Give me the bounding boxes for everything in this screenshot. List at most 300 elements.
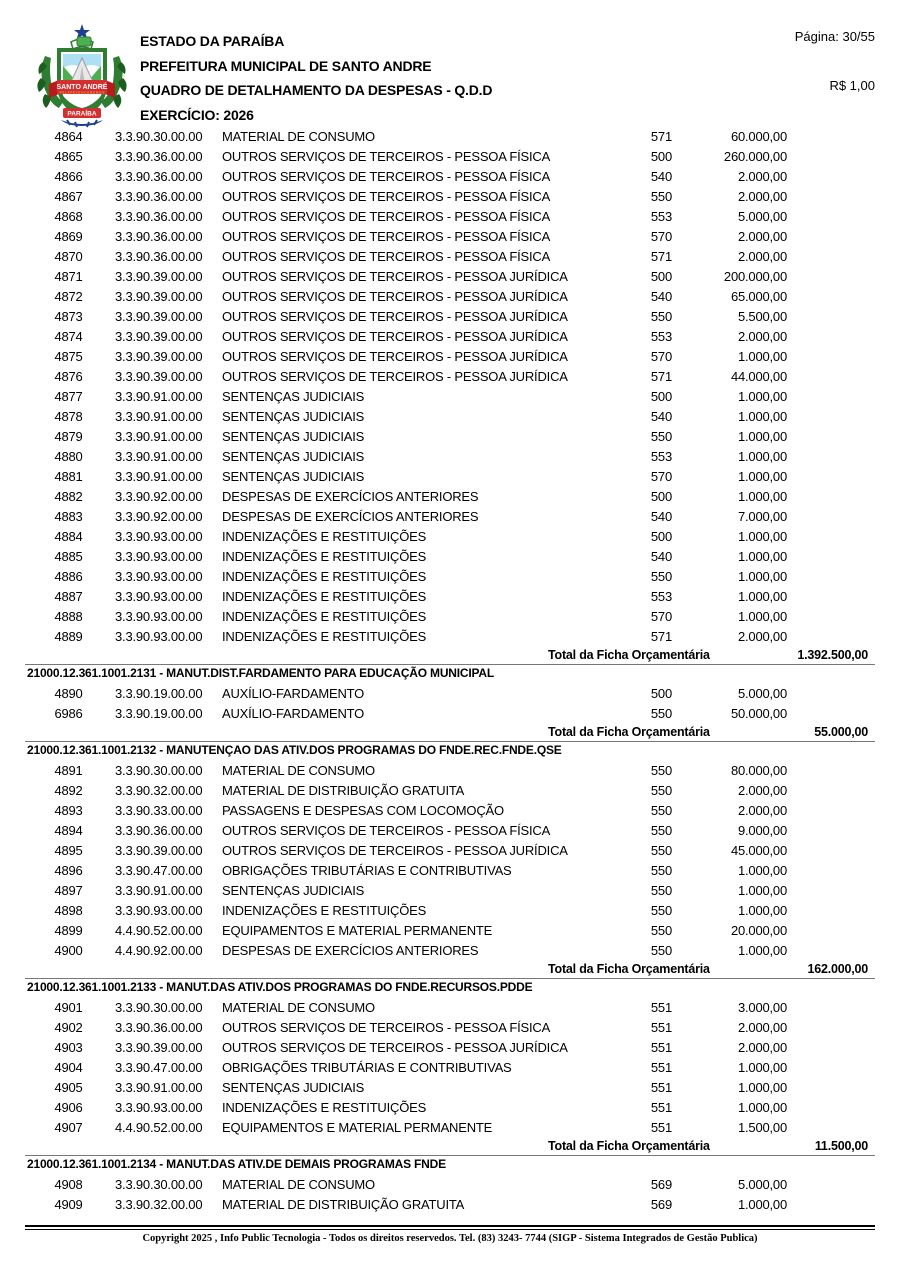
desc-cell: OUTROS SERVIÇOS DE TERCEIROS - PESSOA JURÍDICA [222, 348, 568, 364]
fonte-cell: 551 [650, 1099, 672, 1115]
table-row [25, 1097, 875, 1117]
section-header: 21000.12.361.1001.2133 - MANUT.DAS ATIV.DOS PROGRAMAS DO FNDE.RECURSOS.PDDE [25, 978, 875, 997]
table-row [25, 1077, 875, 1097]
table-row [25, 466, 875, 486]
fonte-cell: 550 [650, 862, 672, 878]
valor-cell: 3.000,00 [737, 999, 787, 1015]
code-cell: 4.4.90.92.00.00 [115, 942, 203, 958]
table-row [25, 506, 875, 526]
valor-cell: 1.000,00 [737, 468, 787, 484]
fonte-cell: 551 [650, 1039, 672, 1055]
code-cell: 3.3.90.47.00.00 [115, 1059, 203, 1075]
valor-cell: 1.000,00 [737, 428, 787, 444]
budget-table [25, 126, 875, 1214]
valor-cell: 5.000,00 [737, 685, 787, 701]
desc-cell: OUTROS SERVIÇOS DE TERCEIROS - PESSOA FÍSICA [222, 1019, 551, 1035]
table-row [25, 940, 875, 960]
code-cell: 3.3.90.93.00.00 [115, 528, 203, 544]
desc-cell: MATERIAL DE CONSUMO [222, 128, 375, 144]
state-name: ESTADO DA PARAÍBA [140, 33, 285, 49]
valor-cell: 2.000,00 [737, 188, 787, 204]
code-cell: 3.3.90.36.00.00 [115, 1019, 203, 1035]
currency-unit: R$ 1,00 [829, 78, 875, 93]
ficha-cell: 4880 [54, 448, 83, 464]
table-row [25, 760, 875, 780]
fonte-cell: 551 [650, 1059, 672, 1075]
table-row [25, 326, 875, 346]
table-row [25, 820, 875, 840]
report-title: QUADRO DE DETALHAMENTO DA DESPESAS - Q.D.D [140, 82, 493, 98]
table-row [25, 566, 875, 586]
report-header [140, 29, 492, 127]
code-cell: 3.3.90.91.00.00 [115, 408, 203, 424]
valor-cell: 5.500,00 [737, 308, 787, 324]
fonte-cell: 550 [650, 705, 672, 721]
fonte-cell: 500 [650, 388, 672, 404]
svg-text:SANTO ANDRÉ: SANTO ANDRÉ [56, 84, 108, 91]
ficha-cell: 4868 [54, 208, 83, 224]
code-cell: 3.3.90.39.00.00 [115, 1039, 203, 1055]
valor-cell: 1.000,00 [737, 942, 787, 958]
valor-cell: 1.000,00 [737, 902, 787, 918]
code-cell: 3.3.90.30.00.00 [115, 1176, 203, 1192]
ficha-cell: 4873 [54, 308, 83, 324]
ficha-cell: 6986 [54, 705, 83, 721]
svg-text:PARAÍBA: PARAÍBA [67, 110, 97, 118]
ficha-cell: 4867 [54, 188, 83, 204]
fonte-cell: 540 [650, 168, 672, 184]
total-row [25, 960, 875, 978]
fonte-cell: 550 [650, 922, 672, 938]
ficha-cell: 4883 [54, 508, 83, 524]
fonte-cell: 540 [650, 548, 672, 564]
ficha-cell: 4902 [54, 1019, 83, 1035]
valor-cell: 80.000,00 [730, 762, 787, 778]
desc-cell: SENTENÇAS JUDICIAIS [222, 1079, 365, 1095]
fonte-cell: 553 [650, 588, 672, 604]
desc-cell: SENTENÇAS JUDICIAIS [222, 448, 365, 464]
ficha-cell: 4871 [54, 268, 83, 284]
valor-cell: 1.000,00 [737, 1079, 787, 1095]
table-row [25, 1194, 875, 1214]
fonte-cell: 500 [650, 528, 672, 544]
desc-cell: MATERIAL DE DISTRIBUIÇÃO GRATUITA [222, 1196, 465, 1212]
ficha-cell: 4901 [54, 999, 83, 1015]
desc-cell: OUTROS SERVIÇOS DE TERCEIROS - PESSOA JURÍDICA [222, 1039, 568, 1055]
table-row [25, 900, 875, 920]
valor-cell: 1.000,00 [737, 488, 787, 504]
table-row [25, 406, 875, 426]
ficha-cell: 4877 [54, 388, 83, 404]
code-cell: 3.3.90.36.00.00 [115, 208, 203, 224]
table-row [25, 1174, 875, 1194]
fonte-cell: 570 [650, 468, 672, 484]
valor-cell: 2.000,00 [737, 328, 787, 344]
code-cell: 3.3.90.92.00.00 [115, 508, 203, 524]
fonte-cell: 550 [650, 802, 672, 818]
code-cell: 3.3.90.93.00.00 [115, 548, 203, 564]
valor-cell: 1.000,00 [737, 448, 787, 464]
municipality-name: PREFEITURA MUNICIPAL DE SANTO ANDRE [140, 57, 432, 74]
fonte-cell: 550 [650, 188, 672, 204]
desc-cell: DESPESAS DE EXERCÍCIOS ANTERIORES [222, 488, 479, 504]
table-row [25, 186, 875, 206]
desc-cell: INDENIZAÇÕES E RESTITUIÇÕES [222, 548, 427, 564]
code-cell: 3.3.90.91.00.00 [115, 1079, 203, 1095]
code-cell: 3.3.90.93.00.00 [115, 1099, 203, 1115]
valor-cell: 1.000,00 [737, 408, 787, 424]
ficha-cell: 4887 [54, 588, 83, 604]
table-row [25, 586, 875, 606]
table-row [25, 800, 875, 820]
table-row [25, 546, 875, 566]
code-cell: 3.3.90.19.00.00 [115, 685, 203, 701]
desc-cell: MATERIAL DE CONSUMO [222, 999, 375, 1015]
valor-cell: 1.000,00 [737, 1099, 787, 1115]
ficha-cell: 4885 [54, 548, 83, 564]
ficha-cell: 4891 [54, 762, 83, 778]
desc-cell: SENTENÇAS JUDICIAIS [222, 428, 365, 444]
table-row [25, 426, 875, 446]
ficha-cell: 4881 [54, 468, 83, 484]
code-cell: 3.3.90.93.00.00 [115, 628, 203, 644]
desc-cell: AUXÍLIO-FARDAMENTO [222, 685, 365, 701]
table-row [25, 920, 875, 940]
fonte-cell: 500 [650, 685, 672, 701]
code-cell: 3.3.90.30.00.00 [115, 128, 203, 144]
total-label: Total da Ficha Orçamentária [548, 962, 710, 976]
code-cell: 3.3.90.39.00.00 [115, 308, 203, 324]
ficha-cell: 4898 [54, 902, 83, 918]
valor-cell: 1.000,00 [737, 862, 787, 878]
code-cell: 3.3.90.93.00.00 [115, 588, 203, 604]
ficha-cell: 4907 [54, 1119, 83, 1135]
table-row [25, 366, 875, 386]
valor-cell: 2.000,00 [737, 248, 787, 264]
valor-cell: 1.000,00 [737, 348, 787, 364]
valor-cell: 2.000,00 [737, 228, 787, 244]
fonte-cell: 569 [650, 1176, 672, 1192]
valor-cell: 44.000,00 [730, 368, 787, 384]
valor-cell: 60.000,00 [730, 128, 787, 144]
fonte-cell: 550 [650, 942, 672, 958]
ficha-cell: 4874 [54, 328, 83, 344]
total-label: Total da Ficha Orçamentária [548, 725, 710, 739]
total-value: 162.000,00 [807, 962, 868, 976]
table-row [25, 703, 875, 723]
table-row [25, 1117, 875, 1137]
table-row [25, 1017, 875, 1037]
table-row [25, 266, 875, 286]
total-row [25, 1137, 875, 1155]
desc-cell: INDENIZAÇÕES E RESTITUIÇÕES [222, 1099, 427, 1115]
table-row [25, 286, 875, 306]
valor-cell: 65.000,00 [730, 288, 787, 304]
ficha-cell: 4896 [54, 862, 83, 878]
desc-cell: DESPESAS DE EXERCÍCIOS ANTERIORES [222, 942, 479, 958]
ficha-cell: 4900 [54, 942, 83, 958]
ficha-cell: 4869 [54, 228, 83, 244]
ficha-cell: 4908 [54, 1176, 83, 1192]
copyright-text: Copyright 2025 , Info Public Tecnologia - Todos os direitos reservedos. Tel. (83) 3243- 7744 (SIGP - Sistema Integrados de Gestão Publica) [142, 1233, 758, 1244]
fonte-cell: 551 [650, 1019, 672, 1035]
ficha-cell: 4864 [54, 128, 83, 144]
desc-cell: OUTROS SERVIÇOS DE TERCEIROS - PESSOA FÍSICA [222, 188, 551, 204]
ficha-cell: 4888 [54, 608, 83, 624]
table-row [25, 1057, 875, 1077]
code-cell: 3.3.90.36.00.00 [115, 228, 203, 244]
ficha-cell: 4894 [54, 822, 83, 838]
code-cell: 3.3.90.36.00.00 [115, 248, 203, 264]
total-value: 55.000,00 [814, 725, 868, 739]
desc-cell: OUTROS SERVIÇOS DE TERCEIROS - PESSOA FÍSICA [222, 148, 551, 164]
table-row [25, 446, 875, 466]
ficha-cell: 4893 [54, 802, 83, 818]
fonte-cell: 570 [650, 608, 672, 624]
code-cell: 3.3.90.93.00.00 [115, 568, 203, 584]
desc-cell: DESPESAS DE EXERCÍCIOS ANTERIORES [222, 508, 479, 524]
valor-cell: 1.500,00 [737, 1119, 787, 1135]
valor-cell: 2.000,00 [737, 782, 787, 798]
desc-cell: SENTENÇAS JUDICIAIS [222, 408, 365, 424]
code-cell: 3.3.90.30.00.00 [115, 999, 203, 1015]
table-row [25, 1037, 875, 1057]
ficha-cell: 4897 [54, 882, 83, 898]
desc-cell: PASSAGENS E DESPESAS COM LOCOMOÇÃO [222, 802, 504, 818]
fonte-cell: 551 [650, 1079, 672, 1095]
fonte-cell: 550 [650, 882, 672, 898]
table-row [25, 780, 875, 800]
desc-cell: INDENIZAÇÕES E RESTITUIÇÕES [222, 568, 427, 584]
fonte-cell: 550 [650, 822, 672, 838]
valor-cell: 2.000,00 [737, 802, 787, 818]
valor-cell: 7.000,00 [737, 508, 787, 524]
code-cell: 3.3.90.91.00.00 [115, 448, 203, 464]
code-cell: 3.3.90.39.00.00 [115, 288, 203, 304]
code-cell: 4.4.90.52.00.00 [115, 922, 203, 938]
fonte-cell: 570 [650, 228, 672, 244]
fonte-cell: 570 [650, 348, 672, 364]
table-row [25, 206, 875, 226]
desc-cell: AUXÍLIO-FARDAMENTO [222, 705, 365, 721]
code-cell: 3.3.90.47.00.00 [115, 862, 203, 878]
svg-text:P E L A F É V E N C E R E M: P E L A F É V E N C E R E M O S [59, 90, 105, 95]
valor-cell: 2.000,00 [737, 1019, 787, 1035]
code-cell: 3.3.90.33.00.00 [115, 802, 203, 818]
valor-cell: 1.000,00 [737, 588, 787, 604]
desc-cell: MATERIAL DE CONSUMO [222, 762, 375, 778]
fonte-cell: 500 [650, 488, 672, 504]
valor-cell: 1.000,00 [737, 388, 787, 404]
desc-cell: INDENIZAÇÕES E RESTITUIÇÕES [222, 608, 427, 624]
header-right [795, 29, 875, 94]
ficha-cell: 4872 [54, 288, 83, 304]
valor-cell: 1.000,00 [737, 528, 787, 544]
ficha-cell: 4904 [54, 1059, 83, 1075]
valor-cell: 45.000,00 [730, 842, 787, 858]
code-cell: 3.3.90.36.00.00 [115, 822, 203, 838]
fonte-cell: 571 [650, 248, 672, 264]
ficha-cell: 4886 [54, 568, 83, 584]
fonte-cell: 540 [650, 508, 672, 524]
valor-cell: 5.000,00 [737, 1176, 787, 1192]
fonte-cell: 550 [650, 782, 672, 798]
total-row [25, 723, 875, 741]
code-cell: 3.3.90.91.00.00 [115, 468, 203, 484]
santo-andre-coat-of-arms [33, 22, 131, 128]
table-row [25, 840, 875, 860]
desc-cell: INDENIZAÇÕES E RESTITUIÇÕES [222, 588, 427, 604]
fonte-cell: 500 [650, 148, 672, 164]
code-cell: 3.3.90.39.00.00 [115, 268, 203, 284]
fonte-cell: 551 [650, 1119, 672, 1135]
valor-cell: 1.000,00 [737, 608, 787, 624]
ficha-cell: 4909 [54, 1196, 83, 1212]
total-value: 11.500,00 [814, 1139, 868, 1153]
ficha-cell: 4875 [54, 348, 83, 364]
fonte-cell: 550 [650, 428, 672, 444]
table-row [25, 226, 875, 246]
valor-cell: 1.000,00 [737, 1196, 787, 1212]
code-cell: 3.3.90.32.00.00 [115, 1196, 203, 1212]
ficha-cell: 4876 [54, 368, 83, 384]
fonte-cell: 553 [650, 208, 672, 224]
fonte-cell: 571 [650, 628, 672, 644]
code-cell: 3.3.90.39.00.00 [115, 368, 203, 384]
valor-cell: 20.000,00 [730, 922, 787, 938]
total-value: 1.392.500,00 [797, 648, 868, 662]
ficha-cell: 4899 [54, 922, 83, 938]
table-row [25, 880, 875, 900]
desc-cell: MATERIAL DE CONSUMO [222, 1176, 375, 1192]
ficha-cell: 4865 [54, 148, 83, 164]
fonte-cell: 553 [650, 448, 672, 464]
fonte-cell: 550 [650, 308, 672, 324]
code-cell: 3.3.90.91.00.00 [115, 882, 203, 898]
valor-cell: 2.000,00 [737, 628, 787, 644]
desc-cell: OUTROS SERVIÇOS DE TERCEIROS - PESSOA FÍSICA [222, 248, 551, 264]
code-cell: 3.3.90.36.00.00 [115, 148, 203, 164]
desc-cell: INDENIZAÇÕES E RESTITUIÇÕES [222, 628, 427, 644]
desc-cell: OUTROS SERVIÇOS DE TERCEIROS - PESSOA FÍSICA [222, 168, 551, 184]
code-cell: 3.3.90.30.00.00 [115, 762, 203, 778]
code-cell: 3.3.90.36.00.00 [115, 188, 203, 204]
code-cell: 3.3.90.91.00.00 [115, 428, 203, 444]
section-header: 21000.12.361.1001.2131 - MANUT.DIST.FARDAMENTO PARA EDUCAÇÃO MUNICIPAL [25, 664, 875, 683]
table-row [25, 346, 875, 366]
ficha-cell: 4906 [54, 1099, 83, 1115]
valor-cell: 1.000,00 [737, 882, 787, 898]
valor-cell: 1.000,00 [737, 568, 787, 584]
fonte-cell: 551 [650, 999, 672, 1015]
code-cell: 4.4.90.52.00.00 [115, 1119, 203, 1135]
desc-cell: INDENIZAÇÕES E RESTITUIÇÕES [222, 528, 427, 544]
desc-cell: OUTROS SERVIÇOS DE TERCEIROS - PESSOA JURÍDICA [222, 328, 568, 344]
table-row [25, 126, 875, 146]
desc-cell: OUTROS SERVIÇOS DE TERCEIROS - PESSOA JURÍDICA [222, 308, 568, 324]
desc-cell: SENTENÇAS JUDICIAIS [222, 468, 365, 484]
table-row [25, 386, 875, 406]
code-cell: 3.3.90.19.00.00 [115, 705, 203, 721]
desc-cell: OUTROS SERVIÇOS DE TERCEIROS - PESSOA JURÍDICA [222, 288, 568, 304]
code-cell: 3.3.90.39.00.00 [115, 348, 203, 364]
valor-cell: 2.000,00 [737, 168, 787, 184]
valor-cell: 2.000,00 [737, 1039, 787, 1055]
page-number: Página: 30/55 [794, 29, 875, 44]
exercise-year: EXERCÍCIO: 2026 [140, 106, 254, 123]
code-cell: 3.3.90.39.00.00 [115, 328, 203, 344]
fonte-cell: 553 [650, 328, 672, 344]
ficha-cell: 4870 [54, 248, 83, 264]
table-row [25, 683, 875, 703]
total-row [25, 646, 875, 664]
desc-cell: INDENIZAÇÕES E RESTITUIÇÕES [222, 902, 427, 918]
ficha-cell: 4879 [54, 428, 83, 444]
code-cell: 3.3.90.39.00.00 [115, 842, 203, 858]
desc-cell: OUTROS SERVIÇOS DE TERCEIROS - PESSOA JURÍDICA [222, 268, 568, 284]
fonte-cell: 540 [650, 288, 672, 304]
total-label: Total da Ficha Orçamentária [548, 1139, 710, 1153]
valor-cell: 1.000,00 [737, 548, 787, 564]
table-row [25, 166, 875, 186]
desc-cell: SENTENÇAS JUDICIAIS [222, 388, 365, 404]
table-row [25, 306, 875, 326]
section-header: 21000.12.361.1001.2134 - MANUT.DAS ATIV.DE DEMAIS PROGRAMAS FNDE [25, 1155, 875, 1174]
desc-cell: OUTROS SERVIÇOS DE TERCEIROS - PESSOA FÍSICA [222, 228, 551, 244]
valor-cell: 9.000,00 [737, 822, 787, 838]
ficha-cell: 4889 [54, 628, 83, 644]
table-row [25, 626, 875, 646]
footer-divider [25, 1225, 875, 1230]
desc-cell: OBRIGAÇÕES TRIBUTÁRIAS E CONTRIBUTIVAS [222, 862, 512, 878]
ficha-cell: 4866 [54, 168, 83, 184]
desc-cell: OUTROS SERVIÇOS DE TERCEIROS - PESSOA FÍSICA [222, 822, 551, 838]
fonte-cell: 569 [650, 1196, 672, 1212]
ficha-cell: 4882 [54, 488, 83, 504]
valor-cell: 260.000,00 [723, 148, 787, 164]
section-header: 21000.12.361.1001.2132 - MANUTENÇAO DAS ATIV.DOS PROGRAMAS DO FNDE.REC.FNDE.QSE [25, 741, 875, 760]
desc-cell: OBRIGAÇÕES TRIBUTÁRIAS E CONTRIBUTIVAS [222, 1059, 512, 1075]
fonte-cell: 550 [650, 902, 672, 918]
table-row [25, 606, 875, 626]
table-row [25, 146, 875, 166]
fonte-cell: 500 [650, 268, 672, 284]
valor-cell: 50.000,00 [730, 705, 787, 721]
valor-cell: 5.000,00 [737, 208, 787, 224]
valor-cell: 1.000,00 [737, 1059, 787, 1075]
fonte-cell: 540 [650, 408, 672, 424]
code-cell: 3.3.90.32.00.00 [115, 782, 203, 798]
table-row [25, 997, 875, 1017]
ficha-cell: 4892 [54, 782, 83, 798]
code-cell: 3.3.90.93.00.00 [115, 608, 203, 624]
desc-cell: EQUIPAMENTOS E MATERIAL PERMANENTE [222, 922, 493, 938]
code-cell: 3.3.90.36.00.00 [115, 168, 203, 184]
fonte-cell: 571 [650, 128, 672, 144]
fonte-cell: 550 [650, 568, 672, 584]
desc-cell: OUTROS SERVIÇOS DE TERCEIROS - PESSOA JURÍDICA [222, 842, 568, 858]
ficha-cell: 4890 [54, 685, 83, 701]
ficha-cell: 4903 [54, 1039, 83, 1055]
desc-cell: EQUIPAMENTOS E MATERIAL PERMANENTE [222, 1119, 493, 1135]
code-cell: 3.3.90.93.00.00 [115, 902, 203, 918]
total-label: Total da Ficha Orçamentária [548, 648, 710, 662]
desc-cell: OUTROS SERVIÇOS DE TERCEIROS - PESSOA JURÍDICA [222, 368, 568, 384]
table-row [25, 246, 875, 266]
fonte-cell: 550 [650, 762, 672, 778]
table-row [25, 860, 875, 880]
code-cell: 3.3.90.91.00.00 [115, 388, 203, 404]
